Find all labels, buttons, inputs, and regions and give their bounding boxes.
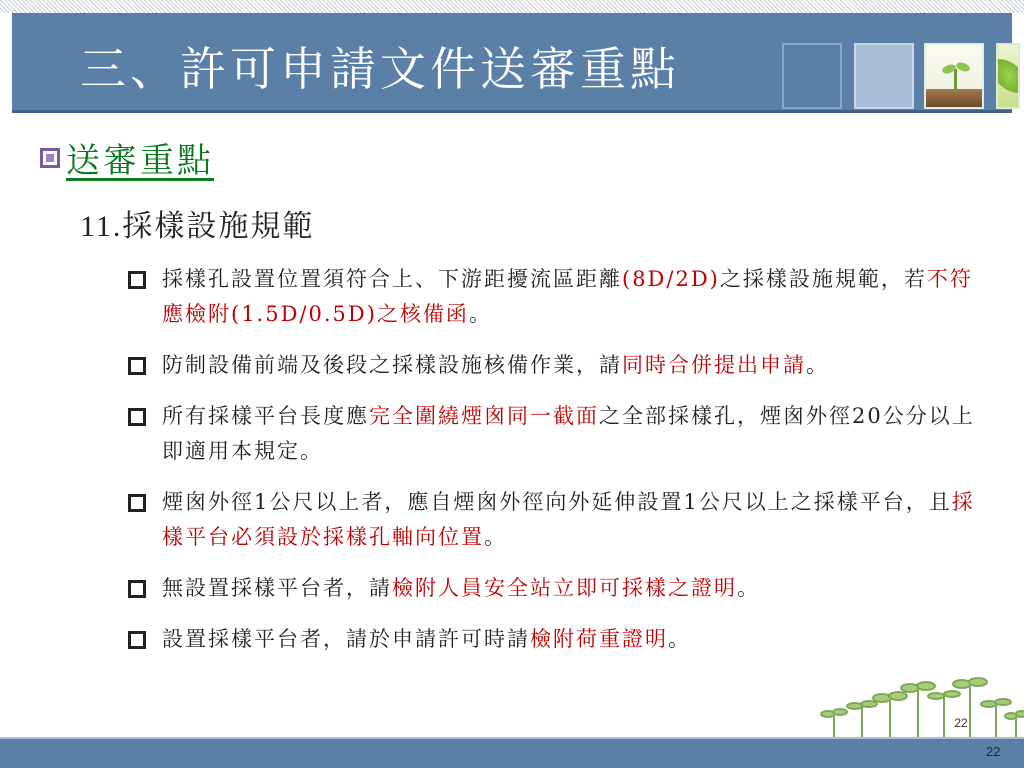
square-bullet-icon	[40, 148, 60, 168]
seedling-photo-icon	[924, 43, 984, 109]
body-text: 設置採樣平台者，請於申請許可時請	[162, 627, 530, 651]
emphasis-text: 完全圍繞煙囪同一截面	[369, 404, 599, 428]
bullet-item-text	[162, 262, 984, 332]
hollow-square-bullet-icon	[128, 271, 146, 289]
emphasis-text: 同時合併提出申請	[622, 353, 806, 377]
bullet-list	[128, 262, 984, 673]
body-text: 採樣孔設置位置須符合上、下游距擾流區距離	[162, 267, 622, 291]
emphasis-text: 採樣平台必須設於採樣孔軸向位置	[162, 490, 975, 549]
section-heading: 送審重點	[66, 141, 214, 181]
body-text: 。	[737, 576, 760, 600]
footer-bar	[0, 737, 1024, 768]
green-leaf-photo-icon	[996, 43, 1020, 109]
hollow-square-bullet-icon	[128, 408, 146, 426]
emphasis-text: 檢附荷重證明	[530, 627, 668, 651]
bullet-item	[128, 622, 984, 657]
hollow-square-bullet-icon	[128, 357, 146, 375]
title-bar	[12, 13, 1012, 113]
slide-title: 三、許可申請文件送審重點	[80, 42, 680, 96]
decor-square-dark	[782, 43, 842, 109]
emphasis-text: (8D/2D)	[622, 267, 720, 291]
decor-square-light	[854, 43, 914, 109]
body-text: 所有採樣平台長度應	[162, 404, 369, 428]
subsection-title: 採樣設施規範	[122, 209, 315, 244]
body-text: 煙囪外徑1公尺以上者，應自煙囪外徑向外延伸設置1公尺以上之採樣平台，且	[162, 490, 952, 514]
body-text: 。	[484, 525, 507, 549]
bullet-item	[128, 485, 984, 555]
body-text: 。	[468, 302, 492, 326]
emphasis-text: 不符應檢附(1.5D/0.5D)之核備函	[162, 267, 973, 326]
top-hatch-stripe	[0, 0, 1024, 13]
body-text: 之全部採樣孔，煙囪外徑20公分以上即適用本規定。	[162, 404, 975, 463]
bullet-item-text	[162, 348, 829, 383]
subsection-heading	[80, 204, 314, 250]
body-text: 之採樣設施規範，若	[719, 267, 927, 291]
hollow-square-bullet-icon	[128, 494, 146, 512]
body-text: 防制設備前端及後段之採樣設施核備作業，請	[162, 353, 622, 377]
hollow-square-bullet-icon	[128, 580, 146, 598]
bullet-item	[128, 262, 984, 332]
body-text: 。	[806, 353, 829, 377]
bullet-item	[128, 399, 984, 469]
sprouts-decoration-icon	[820, 676, 1024, 738]
bullet-item-text	[162, 622, 691, 657]
bullet-item-text	[162, 571, 760, 606]
emphasis-text: 檢附人員安全站立即可採樣之證明	[392, 576, 737, 600]
body-text: 無設置採樣平台者，請	[162, 576, 392, 600]
slide-number: 22	[954, 716, 968, 730]
bullet-item	[128, 571, 984, 606]
bullet-item-text	[162, 399, 984, 469]
footer-page-number: 22	[986, 744, 1001, 759]
bullet-item	[128, 348, 984, 383]
subsection-number: 11.	[80, 210, 123, 243]
hollow-square-bullet-icon	[128, 631, 146, 649]
body-text: 。	[668, 627, 691, 651]
section-row	[40, 138, 214, 184]
bullet-item-text	[162, 485, 984, 555]
